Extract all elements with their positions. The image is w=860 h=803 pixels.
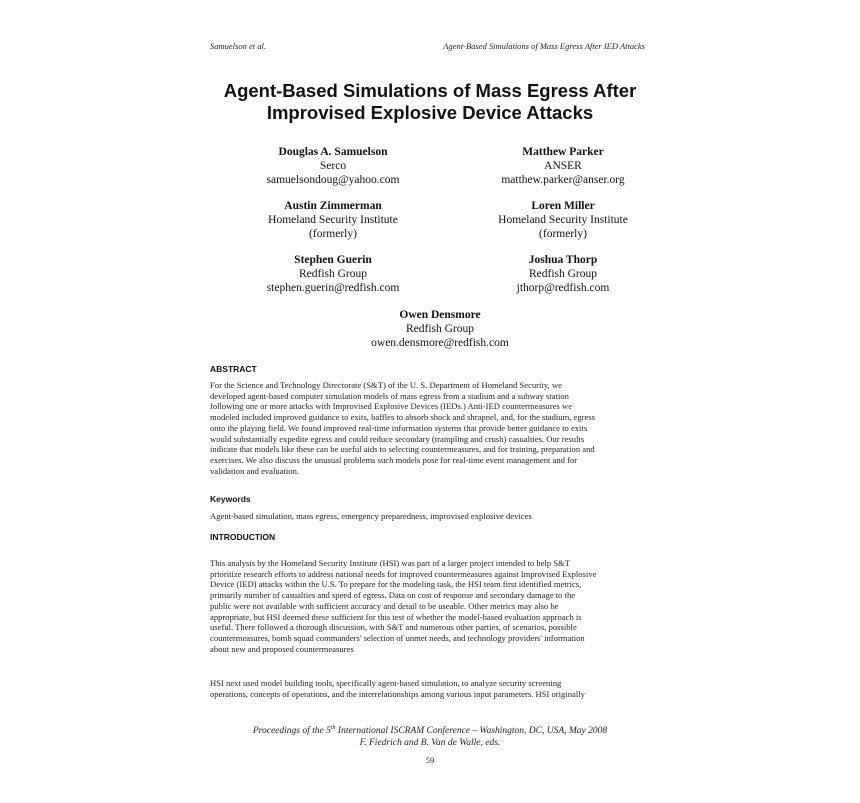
author-email: jthorp@redfish.com: [516, 282, 610, 294]
running-header-title: Agent-Based Simulations of Mass Egress After IED Attacks: [443, 41, 645, 51]
author-note: (formerly): [539, 228, 587, 240]
author-name: Austin Zimmerman: [284, 200, 382, 212]
text-line: countermeasures, bomb squad commanders' selection of unmet needs, and technology providers' information: [210, 632, 585, 643]
author-name: Douglas A. Samuelson: [278, 146, 388, 158]
author-affiliation: Homeland Security Institute: [268, 214, 398, 226]
text-line: HSI next used model building tools, specifically agent-based simulation, to analyze security screening: [210, 678, 562, 688]
author-name: Loren Miller: [531, 200, 595, 212]
abstract-body: [210, 380, 650, 476]
text-line: about new and proposed countermeasures: [210, 643, 354, 654]
title-line-1: Agent-Based Simulations of Mass Egress After: [223, 80, 637, 101]
text-line: appropriate, but HSI deemed these sufficient for this test of whether the model-based evaluation approach is: [210, 611, 582, 622]
text-line: exercises. We also discuss the unusual problems such models pose for real-time event management and for: [210, 454, 578, 465]
footer-text: International ISCRAM Conference – Washington, DC, USA, May 2008: [335, 726, 608, 737]
text-line: following one or more attacks with Improvised Explosive Devices (IEDs.) Anti-IED countermeasures we: [210, 401, 573, 412]
text-line: For the Science and Technology Directorate (S&T) of the U. S. Department of Homeland Security, we: [210, 380, 562, 390]
text-line: indicate that models like these can be useful aids to selecting countermeasures, and for training, preparation and: [210, 444, 595, 455]
author-affiliation: Serco: [319, 160, 347, 172]
author-email: matthew.parker@anser.org: [501, 174, 625, 186]
author-email: owen.densmore@redfish.com: [371, 337, 509, 349]
author-block: [448, 253, 678, 295]
running-header-authors: Samuelson et al.: [210, 41, 266, 51]
footer-editors-line: F. Fiedrich and B. Van de Walle, eds.: [359, 738, 501, 749]
author-name: Stephen Guerin: [294, 254, 372, 266]
author-note: (formerly): [309, 228, 357, 240]
author-affiliation: Redfish Group: [405, 323, 475, 335]
title-line-2: Improvised Explosive Device Attacks: [266, 102, 594, 123]
page-number: 59: [425, 755, 435, 765]
author-affiliation: Homeland Security Institute: [498, 214, 628, 226]
abstract-heading: ABSTRACT: [210, 364, 257, 374]
keywords-text: Agent-based simulation, mass egress, emergency preparedness, improvised explosive devices: [210, 511, 532, 521]
text-line: operations, concepts of operations, and the interrelationships among various input parameters. HSI originally: [210, 688, 585, 699]
author-affiliation: Redfish Group: [298, 268, 368, 280]
text-line: This analysis by the Homeland Security Institute (HSI) was part of a larger project intended to help S&T: [210, 558, 570, 568]
text-line: prioritize research efforts to address national needs for improved countermeasures against Improvised Explosive: [210, 568, 597, 579]
proceedings-footer: [200, 722, 660, 749]
author-email: samuelsondoug@yahoo.com: [266, 174, 400, 186]
text-line: public were not available with sufficient accuracy and detail to be useable. Other metrics may also be: [210, 600, 559, 611]
text-line: useful. There followed a thorough discussion, with S&T and numerous other parties, of scenarios, possible: [210, 622, 577, 633]
author-block: [218, 253, 448, 295]
author-block: [448, 199, 678, 241]
author-block: [325, 308, 555, 350]
footer-conference-line: [200, 722, 660, 737]
footer-text: Proceedings of the 5: [252, 726, 331, 737]
author-name: Matthew Parker: [522, 146, 604, 158]
paper-title: [130, 80, 730, 124]
keywords-body: [210, 511, 650, 522]
author-affiliation: ANSER: [544, 160, 582, 172]
author-name: Joshua Thorp: [528, 254, 598, 266]
text-line: developed agent-based computer simulation models of mass egress from a stadium and a subway station: [210, 390, 569, 401]
author-block: [448, 145, 678, 187]
text-line: modeled included improved guidance to exits, baffles to absorb shock and shrapnel, and, for the stadium, egress: [210, 412, 596, 423]
author-block: [218, 199, 448, 241]
author-affiliation: Redfish Group: [528, 268, 598, 280]
author-email: stephen.guerin@redfish.com: [266, 282, 400, 294]
text-line: onto the playing field. We found improved real-time information systems that provide better guidance to exits: [210, 422, 588, 433]
introduction-paragraph-2: [210, 678, 650, 699]
text-line: validation and evaluation.: [210, 465, 300, 476]
text-line: primarily number of casualties and speed of egress. Data on cost of response and secondary damage to the: [210, 590, 576, 601]
introduction-heading: INTRODUCTION: [210, 532, 276, 542]
text-line: would substantially expedite egress and could reduce secondary (trampling and crush) casualties. Our results: [210, 433, 585, 444]
author-block: [218, 145, 448, 187]
text-line: Device (IED) attacks within the U.S. To prepare for the modeling task, the HSI team first identified metrics,: [210, 579, 582, 590]
keywords-heading: Keywords: [210, 494, 251, 504]
introduction-paragraph-1: [210, 558, 650, 654]
footer-superscript: th: [330, 725, 336, 731]
author-name: Owen Densmore: [399, 309, 481, 321]
